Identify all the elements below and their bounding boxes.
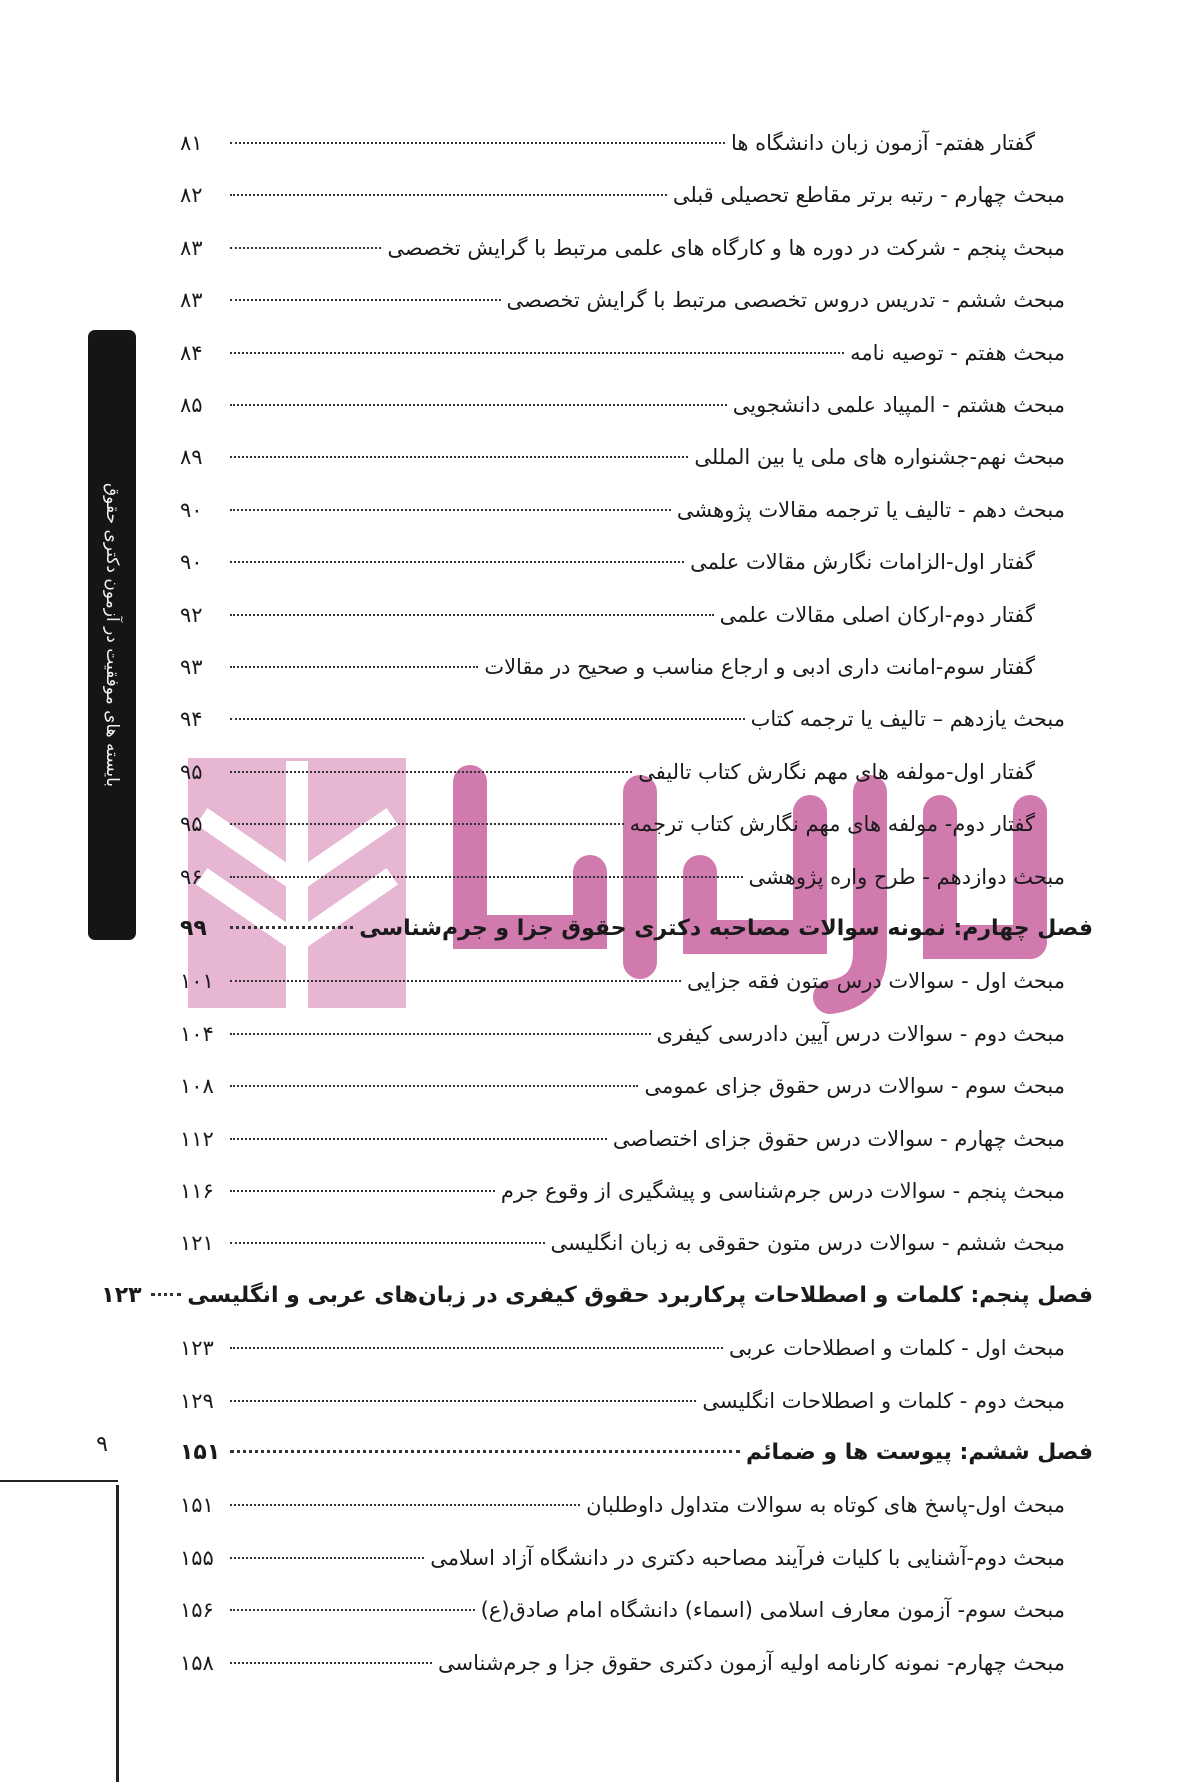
toc-entry-page: ۱۵۱ xyxy=(180,1493,214,1518)
toc-entry-title: گفتار هفتم- آزمون زبان دانشگاه ها xyxy=(731,131,1035,155)
toc-entry[interactable] xyxy=(180,642,1035,692)
toc-entry-page: ۸۱ xyxy=(180,131,203,155)
toc-entry[interactable] xyxy=(180,694,1065,744)
toc-leader-dots xyxy=(230,1450,740,1453)
toc-entry-title: گفتار اول-مولفه های مهم نگارش کتاب تالیفی xyxy=(638,759,1035,784)
toc-entry-page: ۱۰۱ xyxy=(180,969,214,994)
toc-entry[interactable] xyxy=(180,380,1065,430)
toc-leader-dots xyxy=(230,771,632,773)
toc-entry[interactable] xyxy=(180,904,1093,954)
toc-entry[interactable] xyxy=(180,1218,1065,1268)
toc-entry-title: مبحث اول-پاسخ های کوتاه به سوالات متداول داوطلبان xyxy=(586,1493,1065,1518)
toc-entry-title: مبحث اول - سوالات درس متون فقه جزایی xyxy=(687,969,1065,994)
toc-entry-title: مبحث دهم - تالیف یا ترجمه مقالات پژوهشی xyxy=(676,497,1065,522)
toc-entry-title: مبحث دوازدهم - طرح واره پژوهشی xyxy=(748,864,1065,889)
toc-entry-page: ۱۲۳ xyxy=(180,1336,214,1361)
toc-entry[interactable] xyxy=(180,328,1065,378)
toc-entry-page: ۱۱۲ xyxy=(180,1126,214,1151)
toc-entry[interactable] xyxy=(180,1009,1065,1059)
toc-entry-title: مبحث ششم - تدریس دروس تخصصی مرتبط با گرایش تخصصی xyxy=(506,288,1065,313)
toc-entry-page: ۱۲۹ xyxy=(180,1388,214,1413)
toc-entry-page: ۱۲۳ xyxy=(101,1282,142,1308)
toc-leader-dots xyxy=(230,666,478,668)
toc-entry-page: ۱۲۱ xyxy=(180,1231,214,1256)
toc-entry[interactable] xyxy=(180,747,1035,797)
toc-entry-page: ۱۰۸ xyxy=(180,1074,214,1099)
toc-entry-title: فصل پنجم: کلمات و اصطلاحات پرکاربرد حقوق کیفری در زبان‌های عربی و انگلیسی xyxy=(187,1282,1093,1308)
toc-leader-dots xyxy=(230,1085,638,1087)
toc-leader-dots xyxy=(230,614,714,616)
toc-leader-dots xyxy=(230,1557,424,1559)
margin-rule-vertical xyxy=(116,1485,119,1782)
margin-rule-horizontal xyxy=(0,1480,118,1482)
toc-entry[interactable] xyxy=(180,485,1065,535)
toc-leader-dots xyxy=(230,1190,495,1192)
toc-entry-title: مبحث چهارم - رتبه برتر مقاطع تحصیلی قبلی xyxy=(672,183,1065,208)
toc-entry[interactable] xyxy=(180,1533,1065,1583)
toc-entry[interactable] xyxy=(180,1428,1093,1478)
toc-leader-dots xyxy=(230,142,725,144)
toc-entry-page: ۱۵۱ xyxy=(180,1440,221,1465)
toc-entry-title: مبحث اول - کلمات و اصطلاحات عربی xyxy=(728,1336,1065,1361)
toc-entry[interactable] xyxy=(180,1480,1065,1530)
toc-entry-page: ۸۲ xyxy=(180,183,203,208)
toc-entry-title: مبحث دوم-آشنایی با کلیات فرآیند مصاحبه دکتری در دانشگاه آزاد اسلامی xyxy=(430,1545,1065,1570)
toc-entry[interactable] xyxy=(180,223,1065,273)
toc-entry-page: ۱۱۶ xyxy=(180,1179,214,1203)
toc-entry-page: ۹۰ xyxy=(180,550,203,575)
toc-entry[interactable] xyxy=(180,1061,1065,1111)
toc-leader-dots xyxy=(230,299,501,301)
toc-leader-dots xyxy=(230,1347,723,1349)
toc-entry[interactable] xyxy=(180,432,1065,482)
toc-entry-title: مبحث پنجم - سوالات درس جرم‌شناسی و پیشگیری از وقوع جرم xyxy=(500,1179,1065,1203)
toc-entry-page: ۸۴ xyxy=(180,340,203,365)
toc-entry-page: ۹۲ xyxy=(180,602,203,627)
toc-entry-title: مبحث یازدهم – تالیف یا ترجمه کتاب xyxy=(750,707,1065,732)
toc-entry-title: گفتار اول-الزامات نگارش مقالات علمی xyxy=(690,550,1035,575)
toc-entry-title: فصل چهارم: نمونه سوالات مصاحبه دکتری حقوق جزا و جرم‌شناسی xyxy=(359,916,1093,941)
toc-entry-page: ۹۹ xyxy=(180,916,207,941)
side-tab-text: بایسته های موفقیت در آزمون دکتری حقوق xyxy=(102,482,122,788)
toc-leader-dots xyxy=(230,926,353,929)
toc-entry-title: فصل ششم: پیوست ها و ضمائم xyxy=(745,1440,1093,1465)
toc-entry-page: ۹۵ xyxy=(180,759,203,784)
page-number: ۹ xyxy=(96,1432,108,1457)
toc-leader-dots xyxy=(230,404,727,406)
toc-entry-page: ۹۴ xyxy=(180,707,203,732)
toc-leader-dots xyxy=(230,1138,607,1140)
toc-entry-title: مبحث ششم - سوالات درس متون حقوقی به زبان انگلیسی xyxy=(550,1231,1065,1256)
toc-leader-dots xyxy=(230,352,844,354)
toc-entry[interactable] xyxy=(180,956,1065,1006)
toc-entry-title: مبحث چهارم- نمونه کارنامه اولیه آزمون دکتری حقوق جزا و جرم‌شناسی xyxy=(438,1650,1065,1675)
toc-entry[interactable] xyxy=(180,1166,1065,1216)
toc-entry[interactable] xyxy=(180,590,1035,640)
toc-entry-title: گفتار دوم-ارکان اصلی مقالات علمی xyxy=(719,602,1035,627)
toc-leader-dots xyxy=(151,1293,181,1296)
toc-entry-title: گفتار دوم- مولفه های مهم نگارش کتاب ترجمه xyxy=(629,812,1035,837)
toc-entry-title: مبحث دوم - سوالات درس آیین دادرسی کیفری xyxy=(656,1021,1065,1046)
toc-leader-dots xyxy=(230,1033,651,1035)
toc-entry-page: ۱۵۸ xyxy=(180,1650,214,1675)
toc-leader-dots xyxy=(230,194,667,196)
toc-entry-title: مبحث سوم- آزمون معارف اسلامی (اسماء) دانشگاه امام صادق(ع) xyxy=(480,1598,1065,1623)
toc-entry-page: ۹۳ xyxy=(180,655,203,679)
toc-leader-dots xyxy=(230,1662,432,1664)
toc-entry-title: مبحث سوم - سوالات درس حقوق جزای عمومی xyxy=(644,1074,1065,1099)
toc-entry-title: گفتار سوم-امانت داری ادبی و ارجاع مناسب و صحیح در مقالات xyxy=(484,655,1035,679)
toc-entry-page: ۹۶ xyxy=(180,864,203,889)
toc-entry[interactable] xyxy=(180,170,1065,220)
toc-entry-page: ۸۳ xyxy=(180,235,203,260)
toc-entry-page: ۸۳ xyxy=(180,288,203,313)
toc-entry-title: مبحث دوم - کلمات و اصطلاحات انگلیسی xyxy=(702,1388,1065,1413)
toc-entry[interactable] xyxy=(180,1323,1065,1373)
toc-leader-dots xyxy=(230,876,743,878)
toc-entry[interactable] xyxy=(180,1585,1065,1635)
toc-entry[interactable] xyxy=(180,852,1065,902)
toc-leader-dots xyxy=(230,456,688,458)
toc-entry-title: مبحث چهارم - سوالات درس حقوق جزای اختصاصی xyxy=(612,1126,1065,1151)
toc-entry[interactable] xyxy=(180,1376,1065,1426)
toc-entry-title: مبحث هشتم - المپیاد علمی دانشجویی xyxy=(732,393,1065,417)
toc-leader-dots xyxy=(230,823,624,825)
toc-leader-dots xyxy=(230,1242,545,1244)
toc-entry[interactable] xyxy=(180,799,1035,849)
toc-leader-dots xyxy=(230,1400,696,1402)
toc-leader-dots xyxy=(230,1504,580,1506)
toc-entry-page: ۱۵۵ xyxy=(180,1545,214,1570)
toc-leader-dots xyxy=(230,561,684,563)
toc-entry-page: ۱۵۶ xyxy=(180,1598,214,1623)
toc-leader-dots xyxy=(230,980,681,982)
toc-entry[interactable] xyxy=(180,118,1035,168)
toc-entry-page: ۹۵ xyxy=(180,812,203,837)
toc-leader-dots xyxy=(230,247,381,249)
toc-leader-dots xyxy=(230,1609,475,1611)
toc-entry-page: ۱۰۴ xyxy=(180,1021,214,1046)
toc-entry-page: ۸۹ xyxy=(180,445,203,470)
toc-entry[interactable] xyxy=(101,1271,1093,1321)
toc-leader-dots xyxy=(230,509,671,511)
toc-entry[interactable] xyxy=(180,1638,1065,1688)
toc-entry[interactable] xyxy=(180,275,1065,325)
toc-entry[interactable] xyxy=(180,1114,1065,1164)
toc-entry-page: ۸۵ xyxy=(180,393,203,417)
toc-entry-title: مبحث نهم-جشنواره های ملی یا بین المللی xyxy=(694,445,1065,470)
toc-entry-title: مبحث پنجم - شرکت در دوره ها و کارگاه های علمی مرتبط با گرایش تخصصی xyxy=(387,235,1065,260)
toc-leader-dots xyxy=(230,718,745,720)
toc-entry-page: ۹۰ xyxy=(180,497,203,522)
toc-entry[interactable] xyxy=(180,537,1035,587)
toc-entry-title: مبحث هفتم - توصیه نامه xyxy=(850,340,1065,365)
